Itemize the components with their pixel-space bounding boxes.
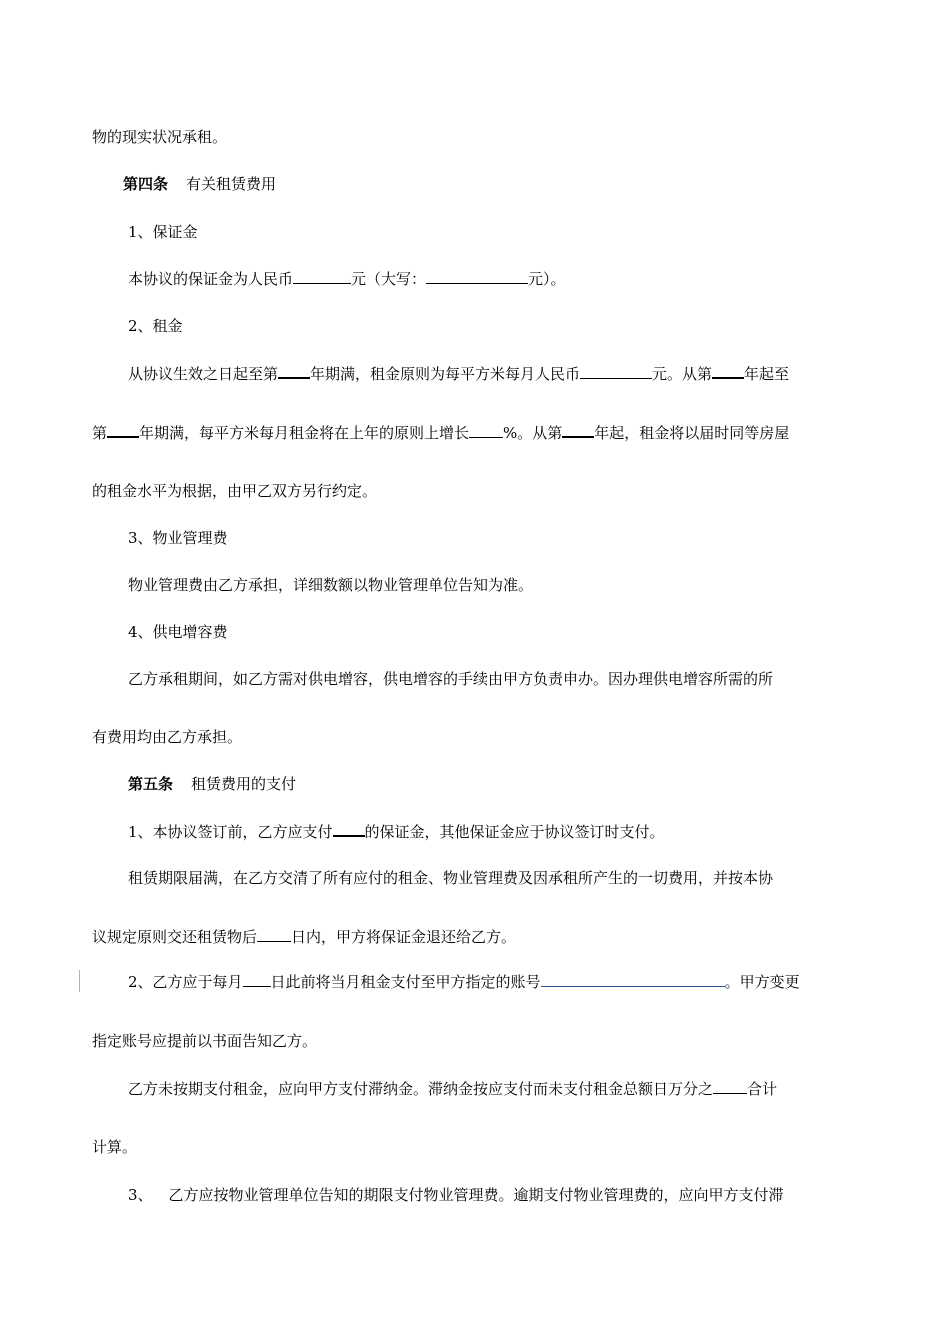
paragraph-line [128, 821, 665, 842]
paragraph-line [92, 1137, 137, 1157]
paragraph-line [92, 1031, 317, 1051]
text: 计算。 [92, 1138, 138, 1156]
paragraph-line [92, 727, 242, 747]
text: 2、租金 [128, 317, 183, 335]
paragraph-line [128, 363, 789, 384]
text: 第 [92, 424, 108, 442]
text: 。甲方变更 [724, 973, 800, 991]
text: 1、保证金 [128, 223, 198, 241]
text: 合计 [747, 1080, 778, 1098]
paragraph-line [92, 481, 377, 501]
text: 年期满，租金原则为每平方米每月人民币 [310, 365, 581, 383]
fill-blank[interactable] [243, 972, 271, 987]
text: 乙方应按物业管理单位告知的期限支付物业管理费。逾期支付物业管理费的，应向甲方支付滞 [168, 1186, 784, 1204]
fill-blank[interactable] [469, 423, 503, 438]
paragraph-line [128, 972, 800, 992]
fill-blank[interactable] [257, 927, 291, 942]
fill-blank[interactable] [562, 422, 594, 438]
fill-blank[interactable] [580, 364, 652, 379]
article-title: 有关租赁费用 [186, 175, 277, 193]
article-5-heading [128, 774, 296, 794]
fill-blank[interactable] [712, 363, 744, 379]
text: 年起，租金将以届时同等房屋 [594, 424, 790, 442]
paragraph-line [92, 927, 516, 947]
text: 元（大写： [351, 270, 427, 288]
article-title: 租赁费用的支付 [191, 775, 297, 793]
section-heading [128, 622, 228, 642]
paragraph-line [128, 269, 566, 289]
article-number: 第五条 [128, 775, 174, 793]
text: 物业管理费由乙方承担，详细数额以物业管理单位告知为准。 [128, 576, 534, 594]
text: 年起至 [744, 365, 790, 383]
section-heading [128, 316, 183, 336]
text: 物的现实状况承租。 [92, 128, 228, 146]
text: 元。从第 [652, 365, 713, 383]
fill-blank[interactable] [278, 363, 310, 379]
fill-blank[interactable] [426, 269, 528, 284]
text: 元）。 [528, 270, 566, 288]
account-number-blank[interactable] [541, 972, 725, 987]
text: 本协议的保证金为人民币 [128, 270, 294, 288]
article-4-heading [123, 174, 276, 194]
text: 的租金水平为根据，由甲乙双方另行约定。 [92, 482, 378, 500]
text: 1、本协议签订前，乙方应支付 [128, 823, 333, 841]
fill-blank[interactable] [293, 269, 351, 284]
paragraph-line [92, 127, 227, 147]
article-number: 第四条 [123, 175, 169, 193]
text: 乙方承租期间，如乙方需对供电增容，供电增容的手续由甲方负责申办。因办理供电增容所需的所 [128, 670, 774, 688]
text: 3、 [128, 1186, 153, 1204]
text: 日内，甲方将保证金退还给乙方。 [291, 928, 517, 946]
text: 3、物业管理费 [128, 529, 228, 547]
text: 4、供电增容费 [128, 623, 228, 641]
paragraph-line [92, 422, 789, 443]
section-heading [128, 222, 198, 242]
text: 的保证金，其他保证金应于协议签订时支付。 [364, 823, 665, 841]
margin-change-bar [79, 970, 80, 992]
fill-blank[interactable] [333, 821, 365, 837]
paragraph-line [128, 868, 773, 888]
text: 租赁期限届满，在乙方交清了所有应付的租金、物业管理费及因承租所产生的一切费用，并按本协 [128, 869, 774, 887]
text: 年期满，每平方米每月租金将在上年的原则上增长 [139, 424, 470, 442]
text: 2、乙方应于每月 [128, 973, 243, 991]
paragraph-line [128, 1185, 784, 1205]
paragraph-line [128, 1079, 777, 1099]
text: %。从第 [503, 424, 563, 442]
text: 日此前将当月租金支付至甲方指定的账号 [270, 973, 541, 991]
fill-blank[interactable] [107, 422, 139, 438]
text: 乙方未按期支付租金，应向甲方支付滞纳金。滞纳金按应支付而未支付租金总额日万分之 [128, 1080, 714, 1098]
text: 指定账号应提前以书面告知乙方。 [92, 1032, 318, 1050]
text: 议规定原则交还租赁物后 [92, 928, 258, 946]
section-heading [128, 528, 228, 548]
paragraph-line [128, 669, 773, 689]
text: 从协议生效之日起至第 [128, 365, 279, 383]
paragraph-line [128, 575, 533, 595]
text: 有费用均由乙方承担。 [92, 728, 243, 746]
fill-blank[interactable] [713, 1079, 747, 1094]
